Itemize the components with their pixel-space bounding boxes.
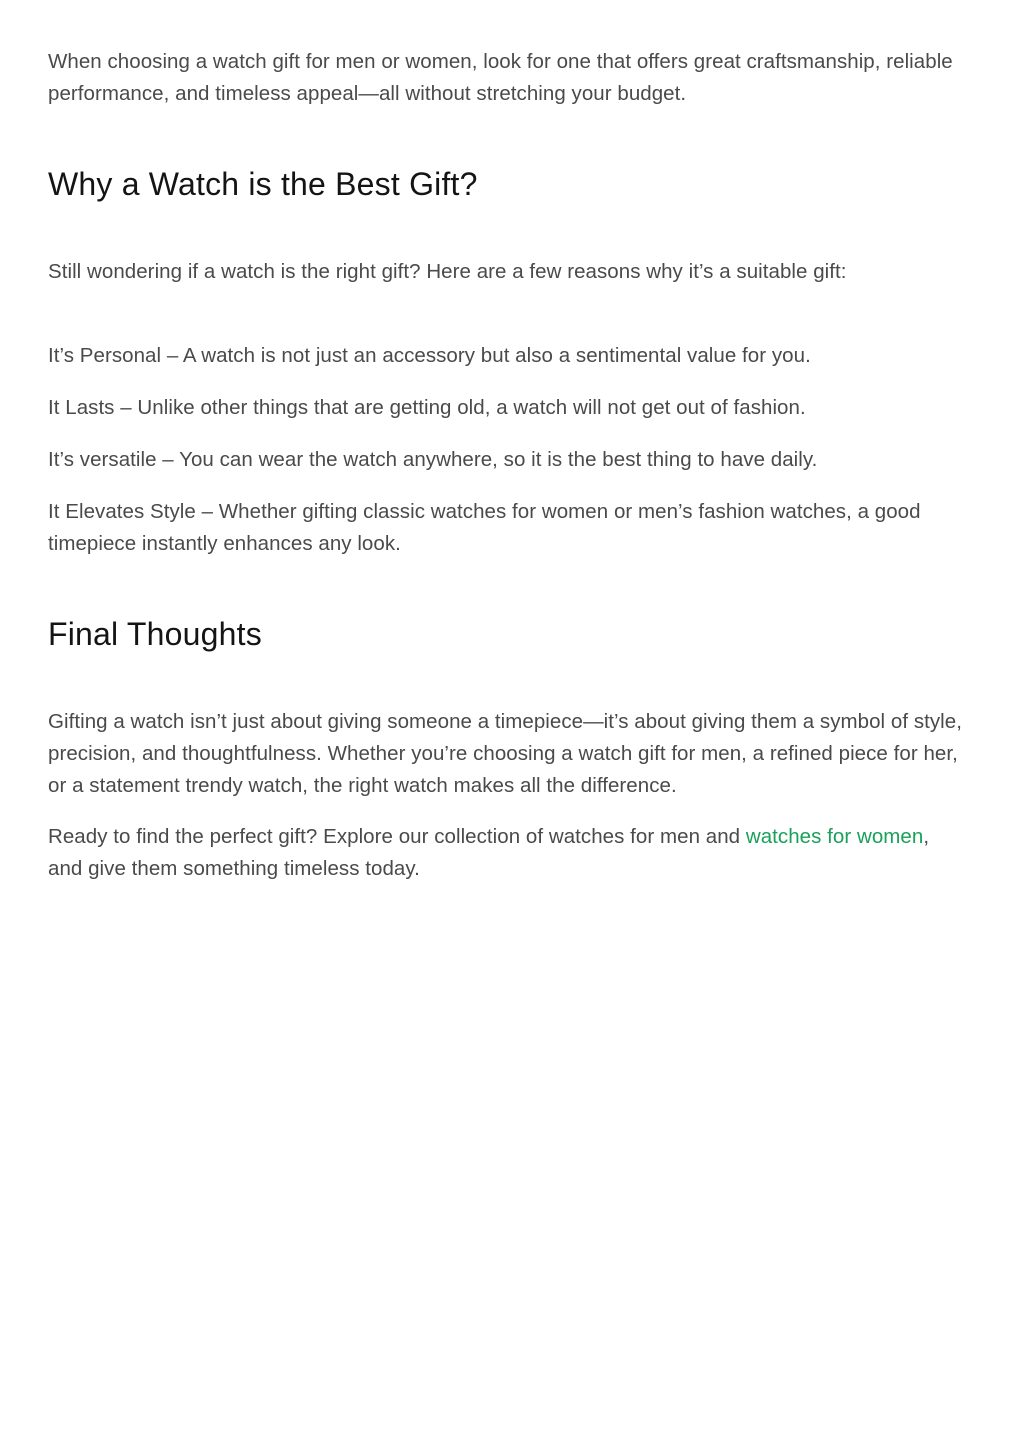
cta-text-before: Ready to find the perfect gift? Explore our collection of watches for men and bbox=[48, 825, 746, 848]
watches-for-women-link[interactable]: watches for women bbox=[745, 825, 924, 848]
reason-item: It’s Personal – A watch is not just an accessory but also a sentimental value for you. bbox=[48, 344, 811, 367]
reason-item: It’s versatile – You can wear the watch anywhere, so it is the best thing to have daily. bbox=[48, 448, 818, 471]
reasons-lead-paragraph: Still wondering if a watch is the right gift? Here are a few reasons why it’s a suitable gift: bbox=[48, 260, 847, 283]
final-thoughts-paragraph: Gifting a watch isn’t just about giving someone a timepiece—it’s about giving them a symbol of style, precision, and thoughtfulness. Whether you’re choosing a watch gift for men, a refined piece for her, or a statement trendy watch, the right watch makes all the difference. bbox=[48, 710, 962, 797]
section-heading-final-thoughts: Final Thoughts bbox=[48, 616, 262, 652]
section-heading-why: Why a Watch is the Best Gift? bbox=[48, 166, 478, 202]
reason-item: It Lasts – Unlike other things that are getting old, a watch will not get out of fashion. bbox=[48, 396, 806, 419]
cta-text-after: , and give them something timeless today. bbox=[48, 825, 930, 880]
intro-paragraph: When choosing a watch gift for men or women, look for one that offers great craftsmanship, reliable performance, and timeless appeal—all without stretching your budget. bbox=[48, 50, 953, 105]
reason-item: It Elevates Style – Whether gifting classic watches for women or men’s fashion watches, a good timepiece instantly enhances any look. bbox=[48, 500, 921, 555]
call-to-action-paragraph bbox=[48, 821, 963, 885]
